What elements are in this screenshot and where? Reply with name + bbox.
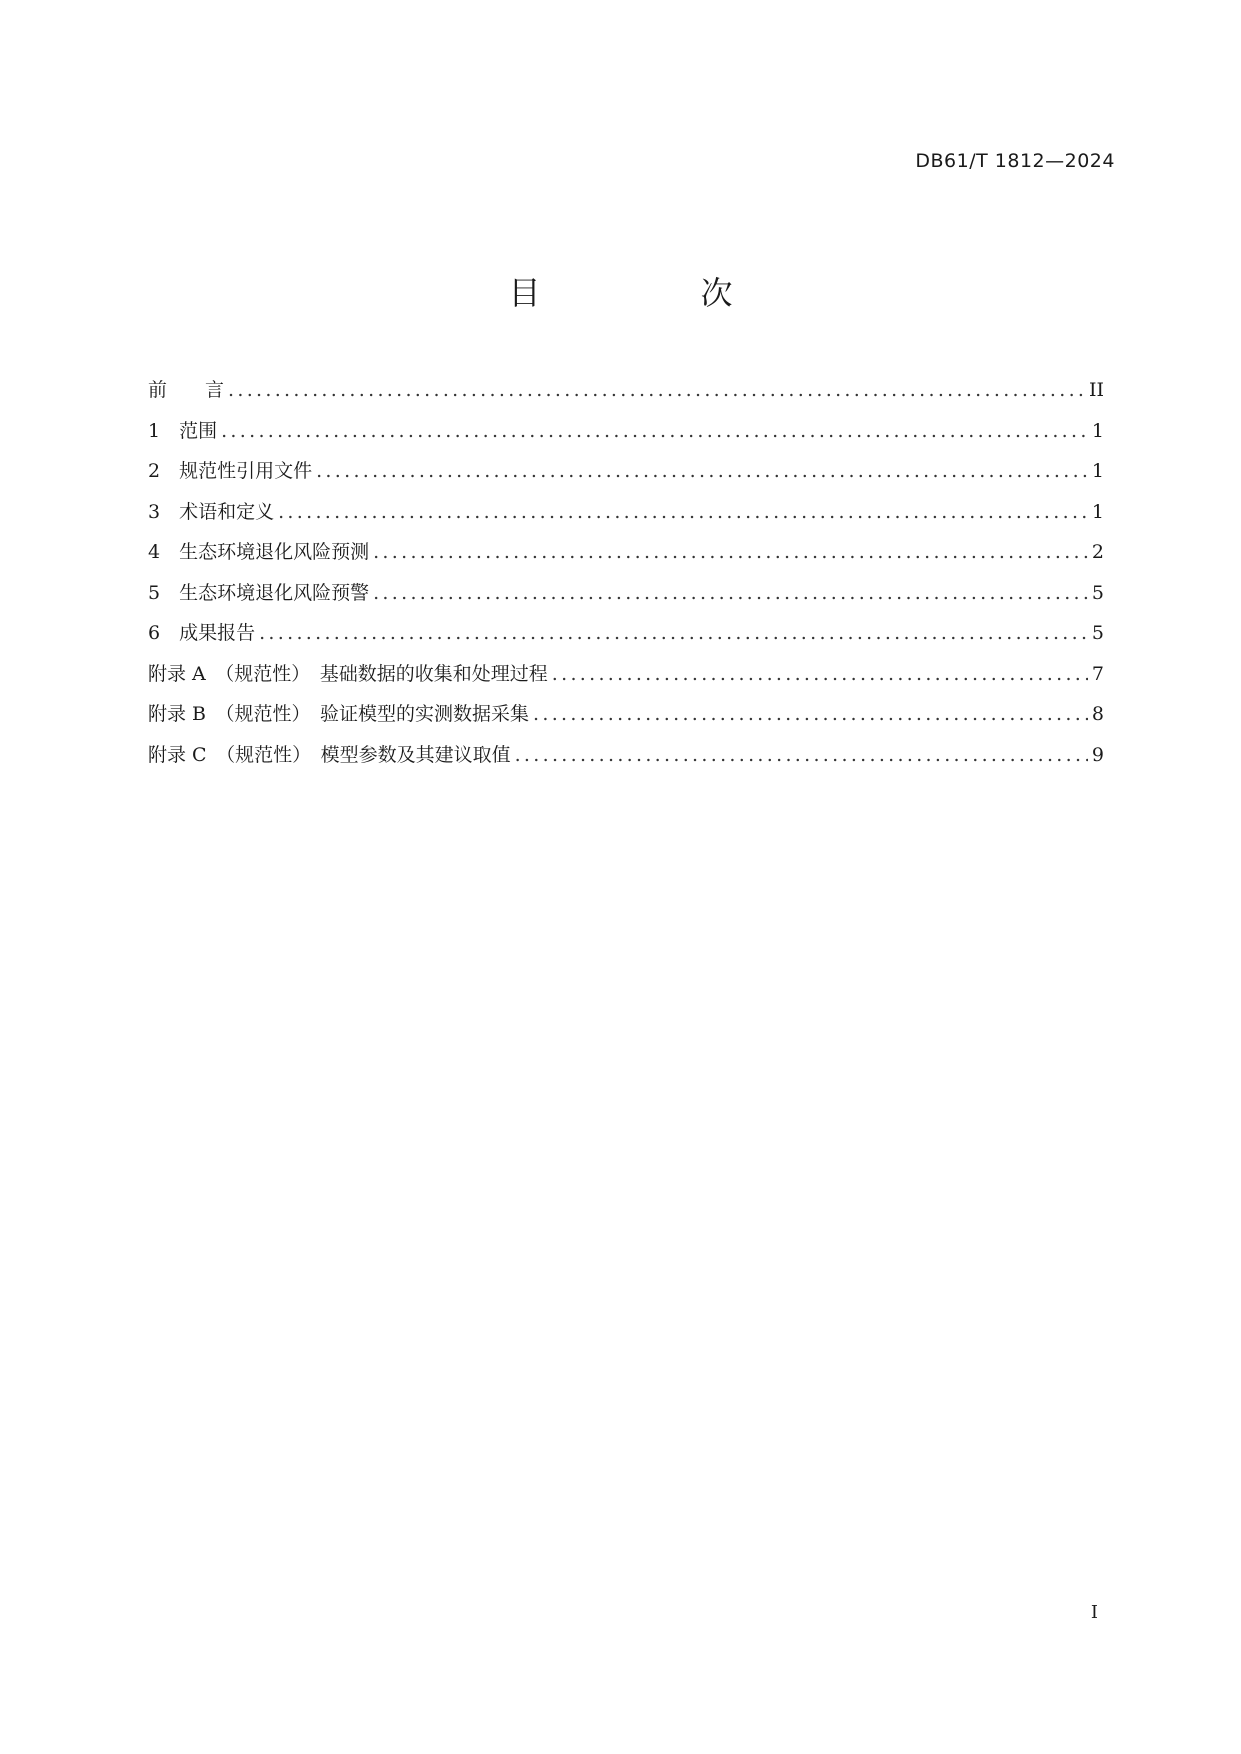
toc-entry-appendix-b[interactable]	[148, 694, 1104, 735]
toc-entry-report[interactable]	[148, 613, 1104, 654]
toc-leader-dots	[373, 532, 1088, 573]
toc-leader-dots	[316, 451, 1088, 492]
toc-leader-dots	[533, 694, 1088, 735]
toc-entry-terms[interactable]	[148, 492, 1104, 533]
toc-entry-label: 2 规范性引用文件	[148, 460, 313, 482]
toc-entry-page: 5	[1091, 581, 1104, 604]
standard-code: DB61/T 1812—2024	[915, 150, 1115, 172]
toc-entry-label: 4 生态环境退化风险预测	[148, 541, 370, 563]
toc-entry-page: II	[1088, 379, 1104, 401]
toc-entry-page: 2	[1091, 541, 1104, 563]
toc-entry-appendix-a[interactable]	[148, 654, 1104, 695]
toc-entry-appendix-c[interactable]	[148, 735, 1104, 776]
toc-entry-label: 附录 C （规范性） 模型参数及其建议取值	[148, 743, 511, 766]
toc-entry-page: 9	[1091, 743, 1104, 766]
page-number: I	[1090, 1602, 1098, 1623]
toc-entry-page: 7	[1091, 662, 1104, 685]
toc-entry-normative-references[interactable]	[148, 451, 1104, 492]
table-of-contents	[148, 370, 1104, 775]
toc-entry-risk-warning[interactable]	[148, 573, 1104, 614]
toc-title: 目 次	[508, 274, 797, 312]
toc-entry-risk-prediction[interactable]	[148, 532, 1104, 573]
toc-entry-label: 3 术语和定义	[148, 500, 275, 523]
toc-leader-dots	[228, 370, 1085, 411]
toc-entry-foreword[interactable]	[148, 370, 1104, 411]
toc-entry-page: 5	[1091, 622, 1104, 644]
toc-entry-label: 1 范围	[148, 419, 218, 442]
toc-entry-page: 1	[1091, 500, 1104, 523]
toc-leader-dots	[278, 492, 1088, 533]
toc-entry-scope[interactable]	[148, 411, 1104, 452]
toc-entry-label: 6 成果报告	[148, 622, 256, 644]
toc-leader-dots	[221, 411, 1088, 452]
toc-entry-label: 附录 B （规范性） 验证模型的实测数据采集	[148, 703, 530, 725]
toc-entry-label: 前 言	[148, 379, 225, 401]
toc-entry-label: 附录 A （规范性） 基础数据的收集和处理过程	[148, 662, 548, 685]
toc-leader-dots	[515, 735, 1088, 776]
toc-leader-dots	[373, 573, 1088, 614]
toc-leader-dots	[259, 613, 1088, 654]
toc-entry-page: 1	[1091, 460, 1104, 482]
toc-entry-label: 5 生态环境退化风险预警	[148, 581, 370, 604]
toc-entry-page: 1	[1091, 419, 1104, 442]
toc-leader-dots	[552, 654, 1088, 695]
toc-entry-page: 8	[1091, 703, 1104, 725]
